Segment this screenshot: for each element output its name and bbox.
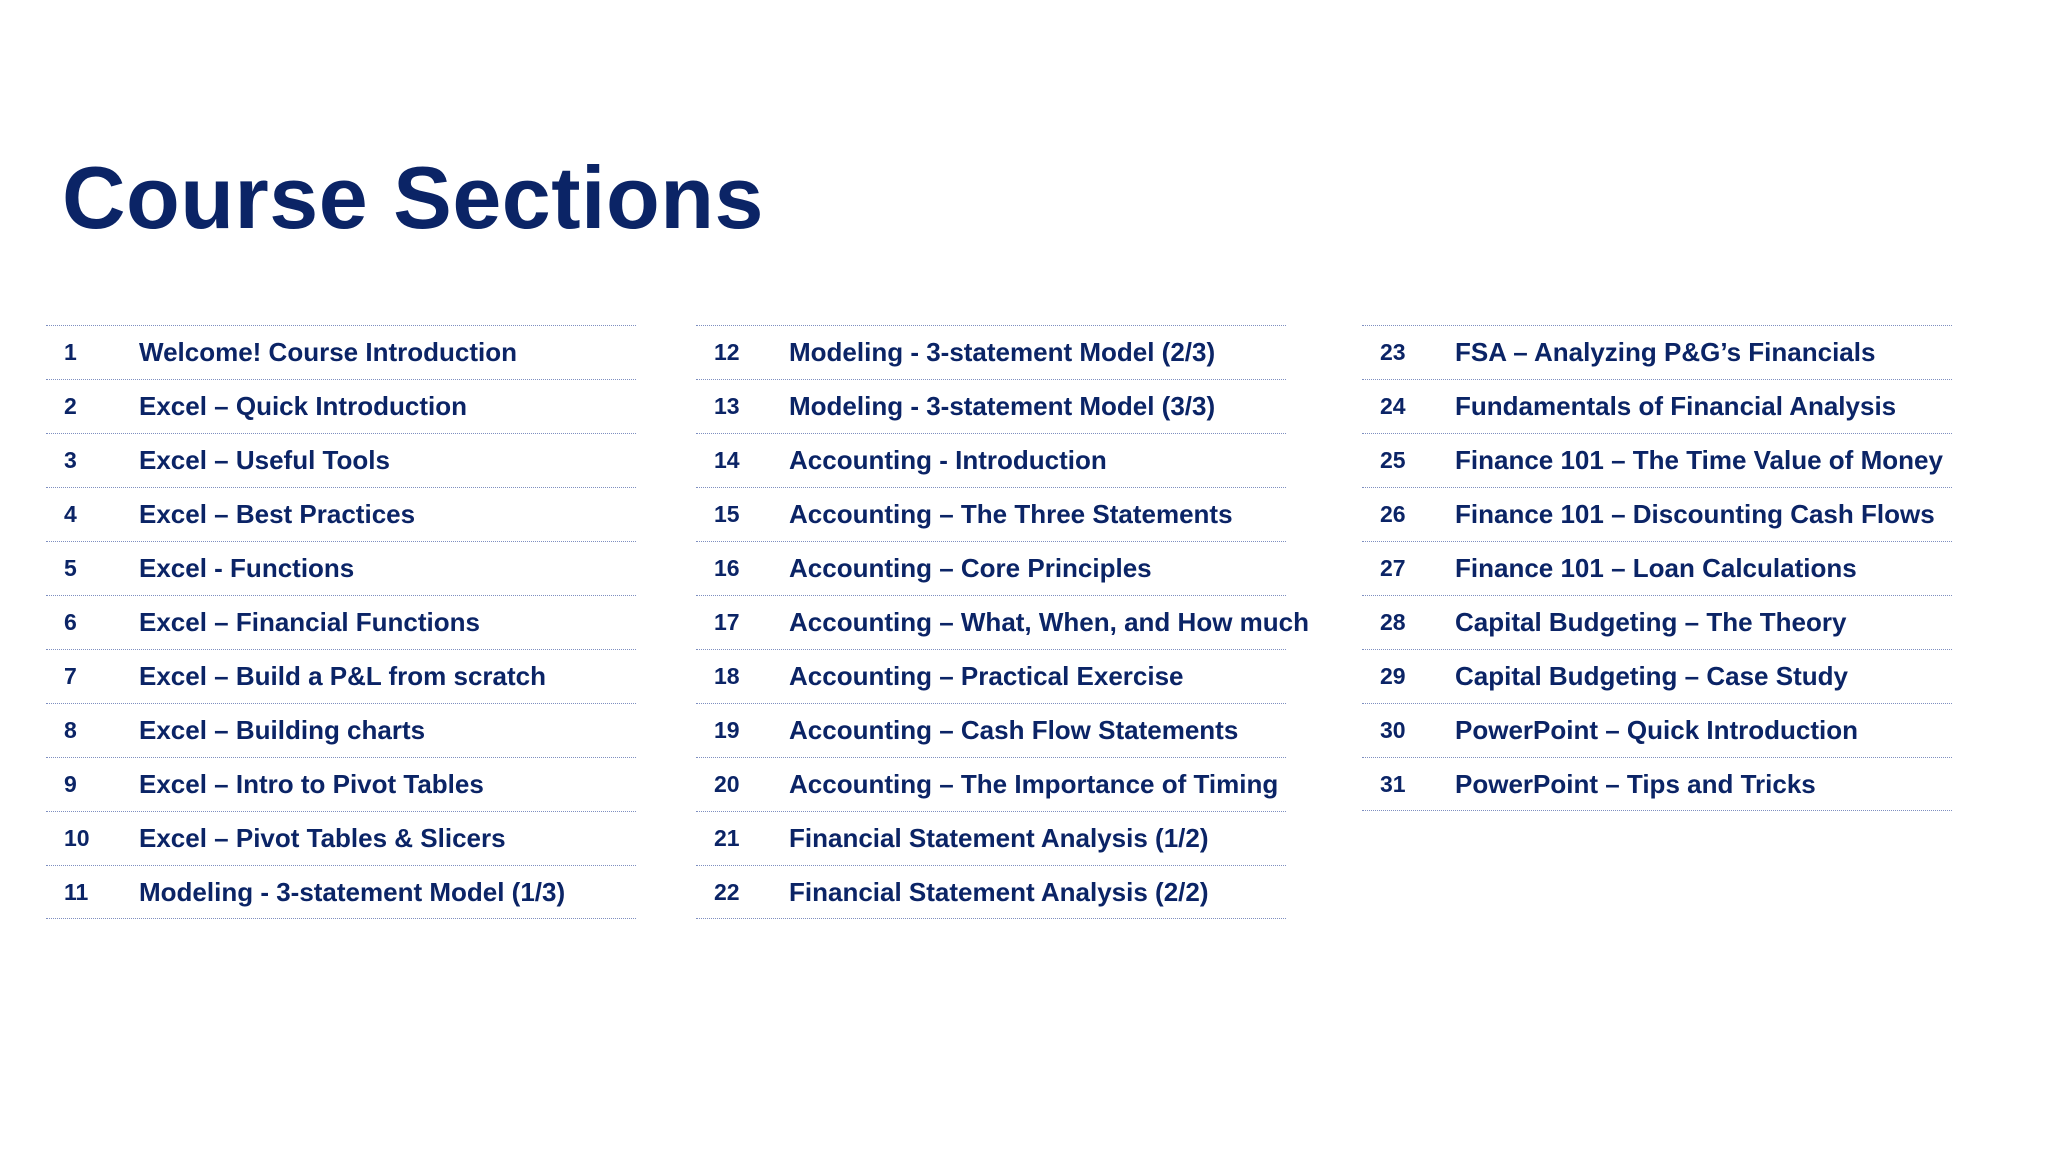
section-title: Excel – Intro to Pivot Tables: [139, 769, 484, 799]
section-title: Accounting - Introduction: [789, 445, 1107, 475]
section-number: 22: [714, 878, 740, 905]
section-row: [696, 325, 1286, 379]
section-row: [1362, 703, 1952, 757]
section-row: [46, 433, 636, 487]
section-row: [46, 541, 636, 595]
section-title: Fundamentals of Financial Analysis: [1455, 391, 1897, 421]
section-row: [46, 757, 636, 811]
section-row: [46, 811, 636, 865]
section-row: [696, 757, 1286, 811]
section-number: 2: [64, 393, 77, 419]
section-row: [696, 379, 1286, 433]
section-title: Modeling - 3-statement Model (2/3): [789, 337, 1216, 367]
section-number: 25: [1380, 447, 1406, 473]
section-title: Excel – Financial Functions: [139, 607, 480, 637]
section-row: [696, 865, 1286, 919]
section-title: Finance 101 – Discounting Cash Flows: [1455, 499, 1935, 529]
section-title: Excel – Best Practices: [139, 499, 416, 529]
section-row: [696, 433, 1286, 487]
section-number: 29: [1380, 663, 1406, 689]
page-title: Course Sections: [62, 148, 764, 247]
section-title: Accounting – Practical Exercise: [789, 661, 1184, 691]
section-title: Financial Statement Analysis (2/2): [789, 876, 1209, 907]
section-number: 10: [64, 825, 90, 851]
section-title: Excel - Functions: [139, 553, 355, 583]
section-title: Excel – Useful Tools: [139, 445, 390, 475]
section-number: 4: [64, 501, 77, 527]
section-number: 1: [64, 339, 77, 365]
section-number: 18: [714, 663, 740, 689]
section-row: [46, 703, 636, 757]
section-number: 15: [714, 501, 740, 527]
section-title: Accounting – The Importance of Timing: [789, 769, 1279, 799]
section-row: [696, 649, 1286, 703]
section-title: Excel – Building charts: [139, 715, 426, 745]
section-title: PowerPoint – Quick Introduction: [1455, 715, 1859, 745]
section-row: [1362, 595, 1952, 649]
section-row: [696, 811, 1286, 865]
section-number: 8: [64, 717, 77, 743]
section-title: Excel – Pivot Tables & Slicers: [139, 823, 506, 853]
section-title: FSA – Analyzing P&G’s Financials: [1455, 337, 1876, 367]
section-number: 20: [714, 771, 740, 797]
section-row: [696, 541, 1286, 595]
section-row: [1362, 379, 1952, 433]
section-title: Accounting – Core Principles: [789, 553, 1152, 583]
section-number: 3: [64, 447, 77, 473]
section-number: 5: [64, 555, 77, 581]
section-title: Capital Budgeting – The Theory: [1455, 607, 1847, 637]
section-row: [1362, 541, 1952, 595]
section-row: [46, 649, 636, 703]
section-title: Finance 101 – The Time Value of Money: [1455, 445, 1943, 475]
section-number: 17: [714, 609, 740, 635]
section-number: 16: [714, 555, 740, 581]
section-number: 13: [714, 393, 740, 419]
section-title: Excel – Quick Introduction: [139, 391, 467, 421]
section-title: Welcome! Course Introduction: [139, 337, 517, 367]
section-title: Financial Statement Analysis (1/2): [789, 823, 1209, 853]
section-number: 28: [1380, 609, 1406, 635]
section-number: 14: [714, 447, 740, 473]
section-number: 30: [1380, 717, 1406, 743]
section-number: 6: [64, 609, 77, 635]
section-row: [46, 865, 636, 919]
section-title: Modeling - 3-statement Model (3/3): [789, 391, 1216, 421]
section-row: [1362, 325, 1952, 379]
section-number: 11: [64, 878, 89, 905]
sections-column-2: [696, 325, 1309, 919]
section-row: [46, 487, 636, 541]
section-number: 23: [1380, 339, 1406, 365]
section-title: Accounting – What, When, and How much: [789, 607, 1309, 637]
section-title: Excel – Build a P&L from scratch: [139, 661, 546, 691]
section-title: Modeling - 3-statement Model (1/3): [139, 876, 566, 907]
sections-column-3: [1362, 325, 1952, 811]
section-title: Capital Budgeting – Case Study: [1455, 661, 1848, 691]
section-row: [1362, 487, 1952, 541]
section-number: 24: [1380, 393, 1406, 419]
section-number: 27: [1380, 555, 1406, 581]
section-row: [1362, 757, 1952, 811]
section-row: [46, 595, 636, 649]
section-row: [46, 379, 636, 433]
section-number: 9: [64, 771, 77, 797]
section-row: [1362, 649, 1952, 703]
section-number: 26: [1380, 501, 1406, 527]
section-number: 31: [1380, 770, 1406, 797]
section-number: 12: [714, 339, 740, 365]
section-row: [1362, 433, 1952, 487]
section-row: [696, 595, 1309, 649]
section-row: [46, 325, 636, 379]
section-row: [696, 487, 1286, 541]
section-number: 21: [714, 825, 740, 851]
section-row: [696, 703, 1286, 757]
sections-column-1: [46, 325, 636, 919]
section-title: Accounting – Cash Flow Statements: [789, 715, 1239, 745]
section-number: 19: [714, 717, 740, 743]
section-title: Accounting – The Three Statements: [789, 499, 1233, 529]
section-number: 7: [64, 663, 77, 689]
section-title: PowerPoint – Tips and Tricks: [1455, 768, 1816, 799]
section-title: Finance 101 – Loan Calculations: [1455, 553, 1857, 583]
